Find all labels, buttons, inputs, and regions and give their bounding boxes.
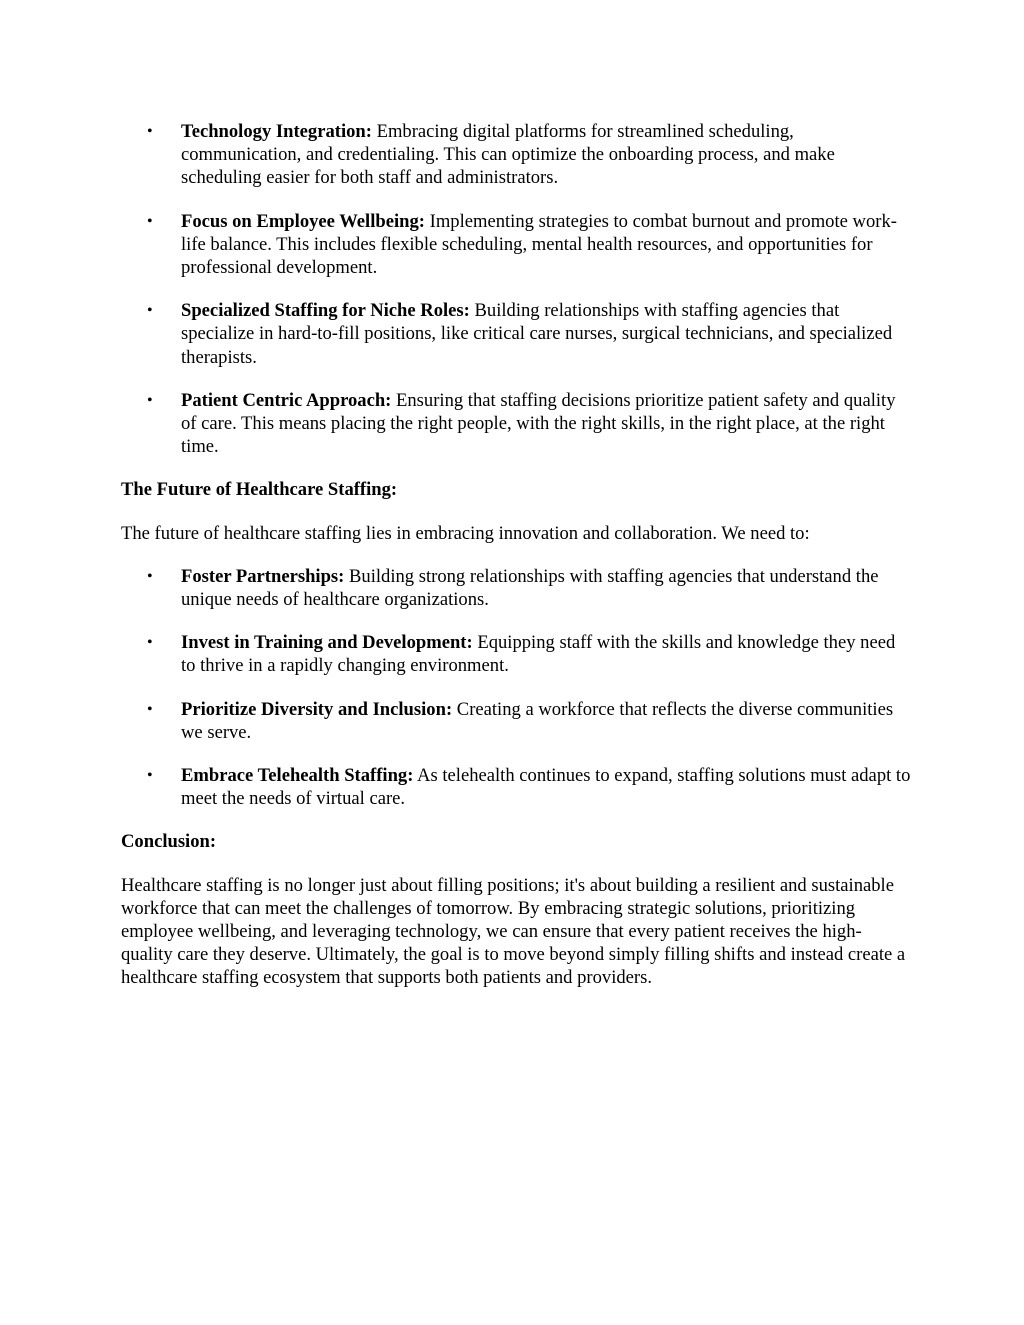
list-item [121,299,911,369]
bullet-icon: • [147,767,153,785]
list-item-text: As telehealth continues to expand, staffing solutions must adapt to meet the needs of virtual care. [181,765,911,810]
list-item [121,698,911,744]
list-item-term: Technology Integration: [181,121,372,142]
list-item [121,764,911,810]
bullet-icon: • [147,123,153,140]
bullet-icon: • [147,634,153,652]
list-item-term: Invest in Training and Development: [181,632,473,654]
bullet-icon: • [147,391,153,409]
conclusion-paragraph: Healthcare staffing is no longer just about filling positions; it's about building a resilient and sustainable workforce that can meet the challenges of tomorrow. By embracing strategic solutions, prioritizing employee wellbeing, and leveraging technology, we can ensure that every patient receives the high-quality care they deserve. Ultimately, the goal is to move beyond simply filling shifts and instead create a healthcare staffing ecosystem that supports both patients and providers. [121,874,906,989]
list-item-text: Embracing digital platforms for streamlined scheduling, communication, and credentialing. This can optimize the onboarding process, and make scheduling easier for both staff and administrators. [181,121,835,189]
list-item-text: Building strong relationships with staffing agencies that understand the unique needs of healthcare organizations. [181,565,879,611]
bullet-icon: • [147,700,153,718]
list-item-term: Foster Partnerships: [181,565,345,587]
bullet-icon: • [147,212,153,230]
list-item-text: Ensuring that staffing decisions prioritize patient safety and quality of care. This means placing the right people, with the right skills, in the right place, at the right time. [181,389,896,458]
future-actions-list [121,565,911,811]
document-body [121,120,911,1010]
list-item-text: Creating a workforce that reflects the diverse communities we serve. [181,698,894,743]
list-item [121,210,911,280]
list-item [121,120,911,190]
bullet-icon: • [147,567,153,585]
list-item-term: Patient Centric Approach: [181,389,392,411]
list-item [121,389,911,459]
list-item-term: Focus on Employee Wellbeing: [181,210,425,232]
list-item-term: Prioritize Diversity and Inclusion: [181,698,453,720]
list-item [121,565,911,611]
conclusion-heading: Conclusion: [121,831,217,853]
list-item-term: Embrace Telehealth Staffing: [181,765,414,787]
list-item-text: Building relationships with staffing agencies that specialize in hard-to-fill positions, like critical care nurses, surgical technicians, and specialized therapists. [181,300,893,368]
future-intro-paragraph: The future of healthcare staffing lies in embracing innovation and collaboration. We need to: [121,522,810,544]
strategies-list [121,120,911,458]
list-item [121,631,911,677]
bullet-icon: • [147,302,153,320]
list-item-term: Specialized Staffing for Niche Roles: [181,300,470,322]
list-item-text: Implementing strategies to combat burnout and promote work-life balance. This includes flexible scheduling, mental health resources, and opportunities for professional development. [181,210,897,279]
list-item-text: Equipping staff with the skills and knowledge they need to thrive in a rapidly changing environment. [181,632,896,677]
future-heading: The Future of Healthcare Staffing: [121,479,398,501]
